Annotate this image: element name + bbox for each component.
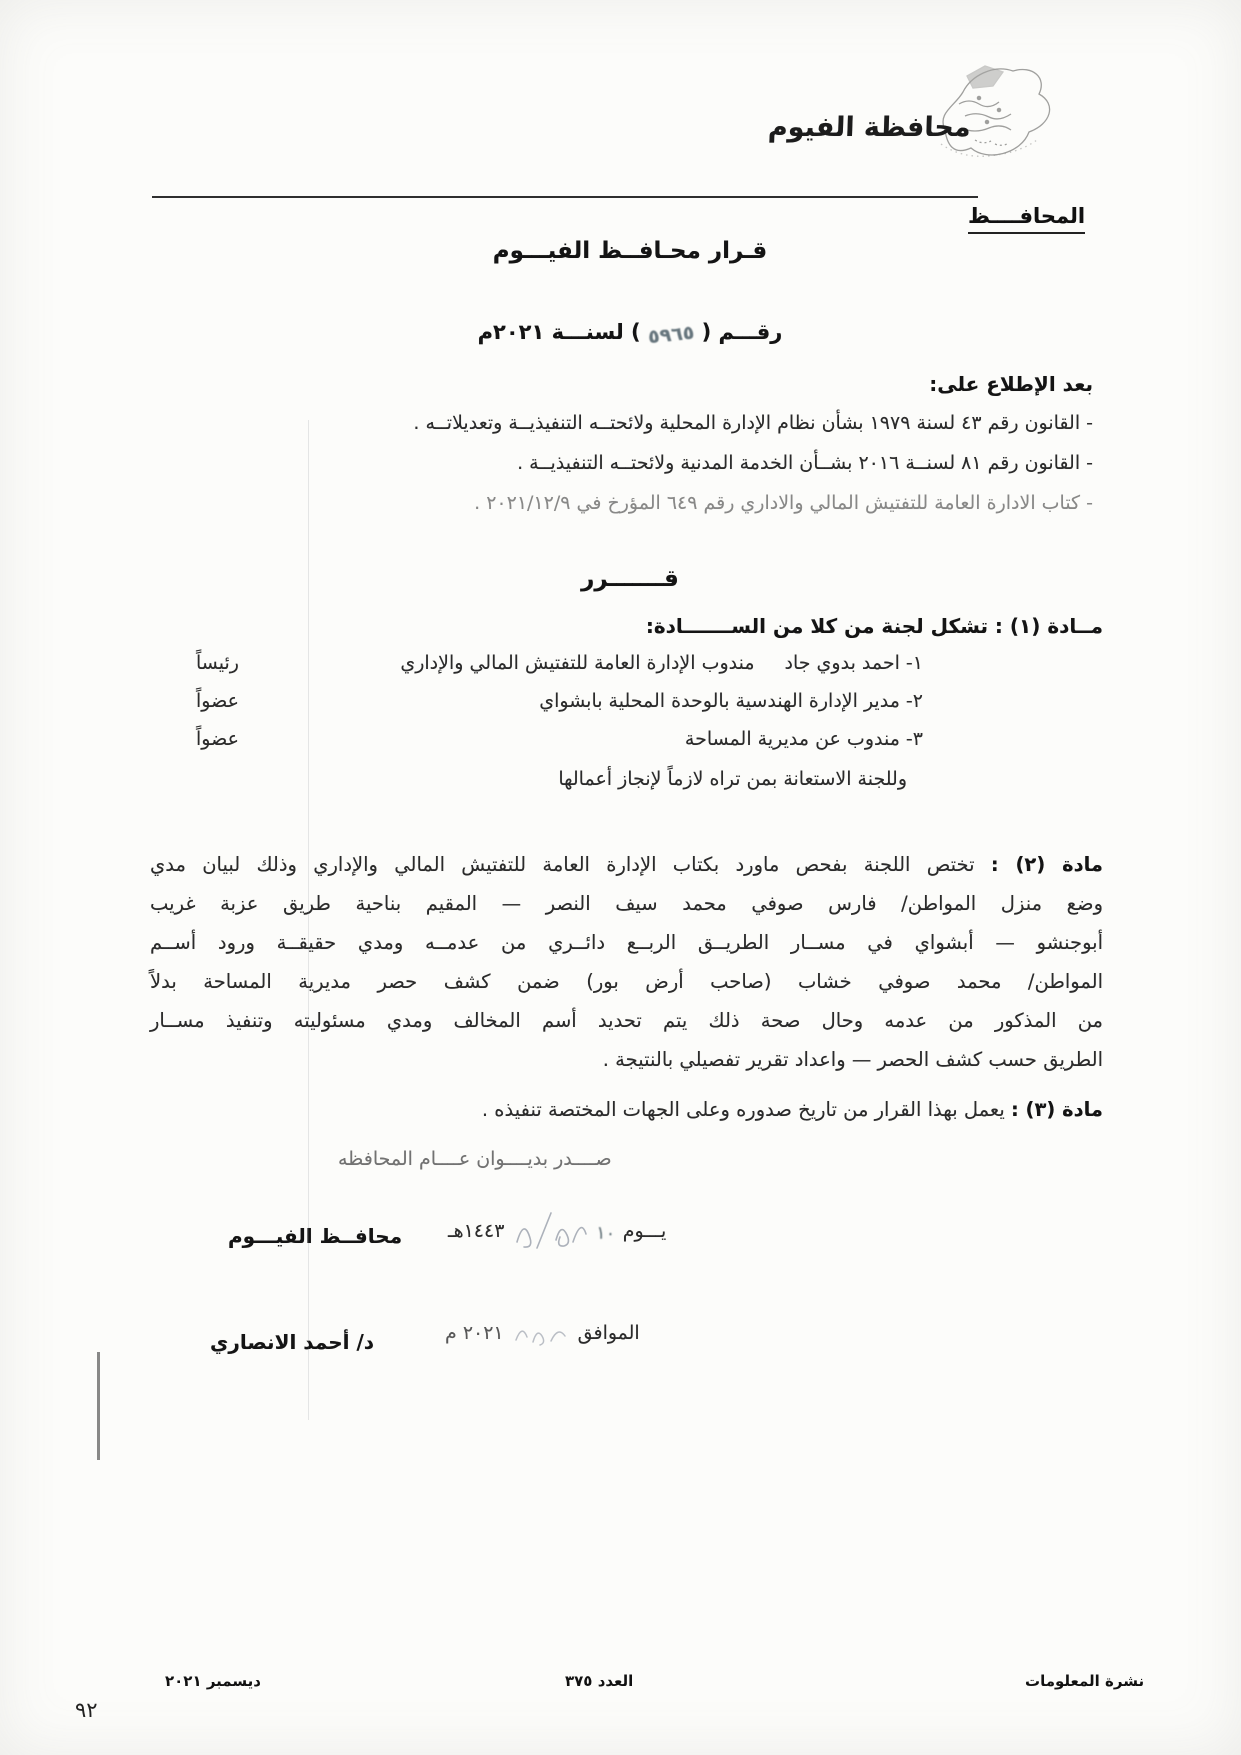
article2 xyxy=(150,845,1103,1079)
committee-row xyxy=(539,690,923,712)
footer-bulletin-name: نشرة المعلومات xyxy=(1025,1672,1145,1690)
handwritten-day-number: ١٠ xyxy=(595,1222,617,1244)
gregorian-date-line xyxy=(445,1318,640,1348)
article3-text: يعمل بهذا القرار من تاريخ صدوره وعلى الجهات المختصة تنفيذه . xyxy=(481,1098,1005,1121)
member-role: عضواً xyxy=(196,728,239,750)
gregorian-year: ٢٠٢١ م xyxy=(445,1322,504,1344)
article2-line: وضع منزل المواطن/ فارس صوفي محمد سيف النصر — المقيم بناحية طريق عزبة غريب xyxy=(150,892,1103,915)
hijri-date-line xyxy=(448,1210,666,1252)
hijri-year: ١٤٤٣هـ xyxy=(448,1220,505,1242)
number-suffix: ) لسنـــة ٢٠٢١م xyxy=(477,320,641,344)
preamble-item-letter-649: - كتاب الادارة العامة للتفتيش المالي والاداري رقم ٦٤٩ المؤرخ في ٢٠٢١/١٢/٩ . xyxy=(474,492,1093,514)
handwritten-date-scrawl xyxy=(511,1210,589,1252)
day-label: يـــوم xyxy=(622,1220,667,1242)
member-role: عضواً xyxy=(196,690,239,712)
preamble-item-law-2016: - القانون رقم ٨١ لسنــة ٢٠١٦ بشــأن الخدمة المدنية ولائحتــه التنفيذيــة . xyxy=(517,452,1093,474)
page-number: ٩٢ xyxy=(75,1698,98,1722)
signer-name: د/ أحمد الانصاري xyxy=(210,1330,375,1354)
scan-artifact-edge xyxy=(97,1352,100,1460)
member-name: ٣- مندوب عن مديرية المساحة xyxy=(684,728,923,750)
decree-number-line xyxy=(420,320,840,349)
committee-row xyxy=(685,728,923,750)
article2-label: مادة (٢) : xyxy=(990,853,1104,876)
gregorian-label: الموافق xyxy=(577,1322,640,1344)
decree-title: قـرار محـافــظ الفيـــوم xyxy=(492,238,768,264)
member-name: ١- احمد بدوي جاد xyxy=(784,652,923,674)
handwritten-month-scrawl xyxy=(511,1318,571,1348)
number-prefix: رقـــم ( xyxy=(701,320,783,344)
member-name: ٢- مدير الإدارة الهندسية بالوحدة المحلية بابشواي xyxy=(539,690,923,712)
footer-issue-number: العدد ٣٧٥ xyxy=(565,1672,634,1690)
committee-note: وللجنة الاستعانة بمن تراه لازماً لإنجاز أعمالها xyxy=(558,768,907,790)
decision-word: قـــــــرر xyxy=(581,566,679,592)
article2-line: أبوجنشو — أبشواي في مســار الطريــق الربــع دائــري من عدمــه ومدي حقيقــة ورود أســم xyxy=(150,931,1103,954)
member-position: مندوب الإدارة العامة للتفتيش المالي والإداري xyxy=(400,652,755,674)
signer-title: محافــظ الفيـــوم xyxy=(228,1224,403,1248)
article3 xyxy=(482,1098,1103,1121)
org-name: محافظة الفيوم xyxy=(767,112,972,143)
scan-artifact-line xyxy=(308,420,309,1420)
article2-line: المواطن/ محمد صوفي خشاب (صاحب أرض بور) ضمن كشف حصر مديرية المساحة بدلاً xyxy=(150,970,1103,993)
member-role: رئيساً xyxy=(196,652,239,674)
article1-heading: مــادة (١) : تشكل لجنة من كلا من الســـــــادة: xyxy=(645,614,1103,638)
handwritten-decree-number: ٥٩٦٥ xyxy=(646,321,696,349)
letterhead-rule xyxy=(152,196,978,198)
article2-line: مادة (٢) : تختص اللجنة بفحص ماورد بكتاب الإدارة العامة للتفتيش المالي والإداري وذلك لبيان مدي xyxy=(150,853,1104,876)
issued-line: صــــدر بديــــوان عــــام المحافظه xyxy=(338,1148,612,1170)
article2-line: الطريق حسب كشف الحصر — واعداد تقرير تفصيلي بالنتيجة . xyxy=(602,1048,1103,1071)
article3-label: مادة (٣) : xyxy=(1010,1098,1103,1121)
article2-line: من المذكور من عدمه وحال صحة ذلك يتم تحديد أسم المخالف ومدي مسئوليته وتنفيذ مســار xyxy=(150,1009,1103,1032)
footer-month: ديسمبر ٢٠٢١ xyxy=(165,1672,261,1690)
preamble-heading: بعد الإطلاع على: xyxy=(929,372,1093,396)
governor-label: المحافــــظ xyxy=(968,204,1085,234)
preamble-item-law-1979: - القانون رقم ٤٣ لسنة ١٩٧٩ بشأن نظام الإدارة المحلية ولائحتــه التنفيذيــة وتعديلاتــه . xyxy=(413,412,1093,434)
committee-row xyxy=(400,652,923,674)
